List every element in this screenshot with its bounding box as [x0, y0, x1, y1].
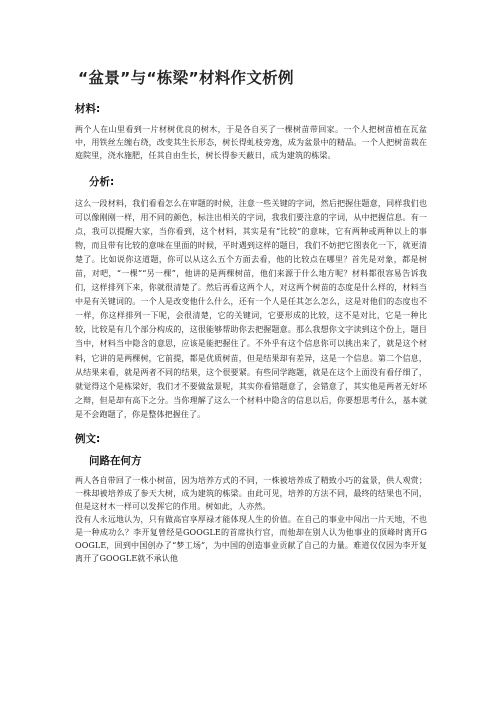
analysis-heading: 分析:	[89, 176, 115, 188]
analysis-paragraph: 这么一段材料，我们看看怎么在审题的时候，注意一些关键的字词，然后把握住题意，同样我们也可以像刚刚一样，用不同的颜色，标注出相关的字词，我我们要注意的字词，从中把握信息。有一点，我可以提醒大家，当你看到，这个材料，其实是有“比较”的意味，它有两种或两种以上的事物，而且带有比较的意味在里面的时候，平时遇到这样的题目，我们不妨把它图表化一下，就更清楚了。比如说你这道题，你可以从这么五个方面去看，他的比较点在哪里？首先是对象，都是树苗，对吧，“一棵”“另一棵”，他讲的是两棵树苗，他们来源于什么地方呢？材料都很容易告诉我们，这样排列下来，你就很清楚了。然后再看这两个人，对这两个树苗的态度是什么样的，材料当中是有关键词的。一个人是改变他什么什么，还有一个人是任其怎么怎么，这是对他们的态度也不一样，你这样排列一下呢，会很清楚，它的关键词，它要形成的比较，这不是对比，它是一种比较，比较是有几个部分构成的，这很能够帮助你去把握题意。那么我想你文字读到这个份上，题目当中，材料当中隐含的意思，应该是能把握住了。不外乎有这个信息你可以挑出来了，就是这个材料，它讲的是两棵树，它前提，都是优质树苗，但是结果却有差异，这是一个信息。第二个信息，从结果来看，就是两者不同的结果，这个很要紧。有些同学跑题，就是在这个上面没有看仔细了，就觉得这个是栋梁好，我们才不要做盆景呢，其实你看错题意了，会错意了，其实他是两者无好坏之辩，但是却有高下之分。当你理解了这么一个材料中隐含的信息以后，你要想思考什么，基本就是不会跑题了，你是整体把握住了。	[75, 199, 427, 419]
essay-paragraph-2: 没有人永远地认为，只有做高官享厚禄才能体现人生的价值。在自己的事业中闯出一片天地，不也是一种成功么？李开复曾经是GOOGLE的首席执行官，而他却在别人认为他事业的顶峰时离开GOOGLE，回到中国创办了“梦工场”，为中国的创造事业贡献了自己的力量。难道仅仅因为李开复离开了GOOGLE就不承认他	[75, 515, 427, 563]
material-paragraph: 两个人在山里看到一片材树优良的树木，于是各自买了一棵树苗带回家。一个人把树苗植在瓦盆中，用铁丝左缠右绕，改变其生长形态，树长得虬枝旁逸，成为盆景中的精品。一个人把树苗栽在庭院里，浇水施肥，任其自由生长，树长得参天蔽日，成为建筑的栋梁。	[75, 125, 427, 160]
essay-paragraph-1: 两人各自带回了一株小树苗，因为培养方式的不同，一株被培养成了精致小巧的盆景，供人观赏；一株却被培养成了参天大树，成为建筑的栋梁。由此可见，培养的方法不同，最终的结果也不同，但是这材木一样可以发挥它的作用。树如此，人亦然。	[75, 476, 427, 511]
essay-title: 问路在何方	[89, 455, 142, 467]
material-heading: 材料:	[75, 103, 101, 115]
document-title: “盆景”与“栋梁”材料作文析例	[78, 69, 294, 87]
example-heading: 例文:	[75, 433, 101, 445]
